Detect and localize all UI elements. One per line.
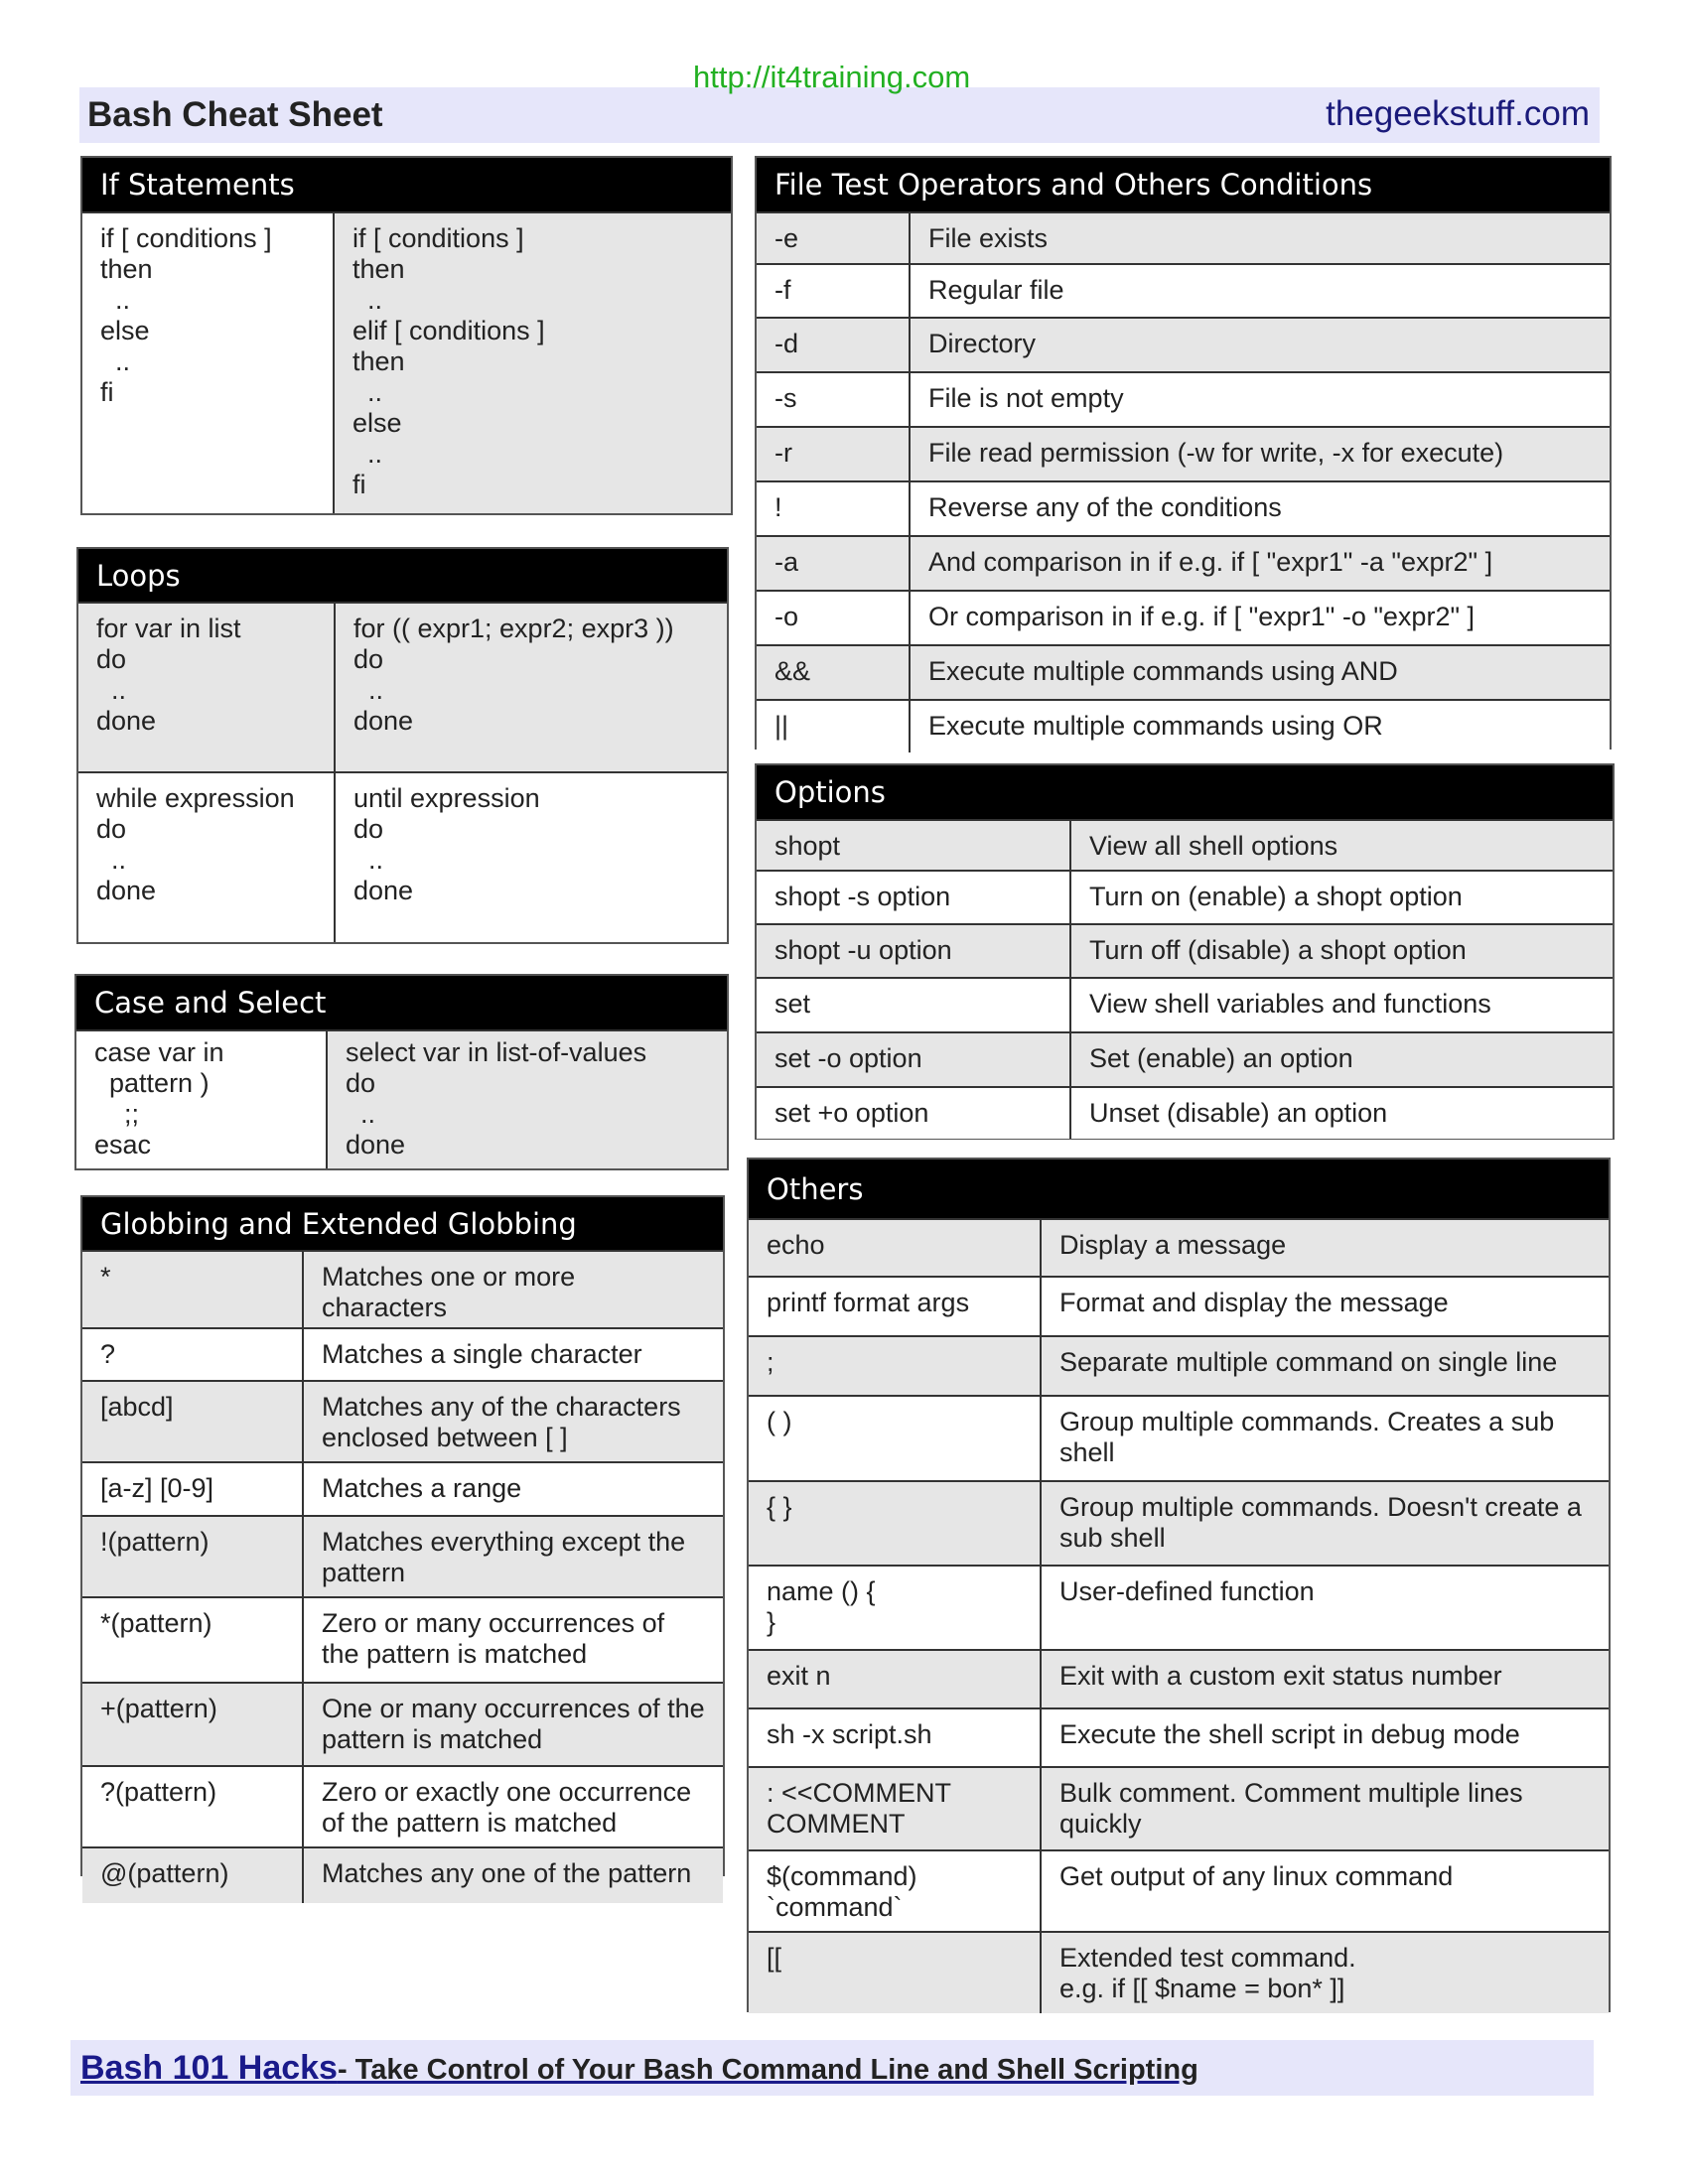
description-cell: Execute multiple commands using OR bbox=[910, 700, 1610, 752]
section-title: Globbing and Extended Globbing bbox=[82, 1197, 723, 1250]
table-row bbox=[749, 1336, 1609, 1396]
section-options bbox=[755, 763, 1615, 1140]
description-cell: Turn off (disable) a shopt option bbox=[1070, 924, 1613, 978]
description-cell: Unset (disable) an option bbox=[1070, 1087, 1613, 1139]
command-cell: [a-z] [0-9] bbox=[82, 1462, 303, 1516]
command-cell: set -o option bbox=[757, 1032, 1070, 1087]
description-cell: Set (enable) an option bbox=[1070, 1032, 1613, 1087]
table-row bbox=[757, 427, 1610, 481]
command-cell: [abcd] bbox=[82, 1381, 303, 1462]
command-cell: ?(pattern) bbox=[82, 1766, 303, 1847]
section-others bbox=[747, 1158, 1611, 2012]
description-cell: Execute multiple commands using AND bbox=[910, 645, 1610, 700]
table-row bbox=[82, 1462, 723, 1516]
code-cell: while expression do .. done bbox=[78, 772, 335, 942]
description-cell: Exit with a custom exit status number bbox=[1041, 1650, 1609, 1708]
description-cell: Bulk comment. Comment multiple lines quickly bbox=[1041, 1767, 1609, 1850]
description-cell: Format and display the message bbox=[1041, 1277, 1609, 1336]
description-cell: File read permission (-w for write, -x for execute) bbox=[910, 427, 1610, 481]
table-row bbox=[82, 1381, 723, 1462]
table-row bbox=[749, 1850, 1609, 1932]
section-title: Options bbox=[757, 765, 1613, 819]
page-header bbox=[79, 87, 1600, 143]
table-row bbox=[757, 481, 1610, 536]
code-cell: for var in list do .. done bbox=[78, 603, 335, 772]
description-cell: Matches any of the characters enclosed between [ ] bbox=[303, 1381, 723, 1462]
command-cell: $(command) `command` bbox=[749, 1850, 1041, 1932]
section-case-select bbox=[74, 974, 729, 1170]
table-row bbox=[749, 1566, 1609, 1650]
command-cell: +(pattern) bbox=[82, 1683, 303, 1766]
command-cell: ; bbox=[749, 1336, 1041, 1396]
command-cell: -d bbox=[757, 318, 910, 372]
description-cell: Display a message bbox=[1041, 1219, 1609, 1277]
table-row bbox=[757, 536, 1610, 591]
command-cell: set +o option bbox=[757, 1087, 1070, 1139]
description-cell: Zero or exactly one occurrence of the pattern is matched bbox=[303, 1766, 723, 1847]
description-cell: Turn on (enable) a shopt option bbox=[1070, 871, 1613, 924]
description-cell: Group multiple commands. Doesn't create a sub shell bbox=[1041, 1481, 1609, 1566]
command-cell: shopt bbox=[757, 820, 1070, 871]
table-row bbox=[757, 591, 1610, 645]
table-row bbox=[82, 1766, 723, 1847]
table-row bbox=[757, 372, 1610, 427]
description-cell: Execute the shell script in debug mode bbox=[1041, 1708, 1609, 1767]
section-title: Loops bbox=[78, 549, 727, 602]
table-row bbox=[757, 1032, 1613, 1087]
command-cell: echo bbox=[749, 1219, 1041, 1277]
command-cell: name () { } bbox=[749, 1566, 1041, 1650]
description-cell: Matches any one of the pattern bbox=[303, 1847, 723, 1903]
description-cell: User-defined function bbox=[1041, 1566, 1609, 1650]
table-row bbox=[749, 1219, 1609, 1277]
book-link[interactable] bbox=[80, 2049, 1198, 2088]
code-cell: select var in list-of-values do .. done bbox=[327, 1030, 727, 1168]
section-if-statements bbox=[80, 156, 733, 515]
table-row bbox=[749, 1650, 1609, 1708]
command-cell: * bbox=[82, 1251, 303, 1328]
table-row bbox=[757, 820, 1613, 871]
command-cell: -r bbox=[757, 427, 910, 481]
command-cell: || bbox=[757, 700, 910, 752]
site-name: thegeekstuff.com bbox=[1326, 94, 1590, 133]
code-cell: if [ conditions ] then .. else .. fi bbox=[82, 212, 334, 513]
url-link[interactable]: http://it4training.com bbox=[693, 60, 971, 94]
command-cell: set bbox=[757, 978, 1070, 1032]
description-cell: Zero or many occurrences of the pattern is matched bbox=[303, 1597, 723, 1683]
description-cell: Matches one or more characters bbox=[303, 1251, 723, 1328]
table-row bbox=[749, 1708, 1609, 1767]
description-cell: Get output of any linux command bbox=[1041, 1850, 1609, 1932]
table-row bbox=[749, 1481, 1609, 1566]
command-cell: !(pattern) bbox=[82, 1516, 303, 1597]
section-file-tests bbox=[755, 156, 1612, 750]
command-cell: -s bbox=[757, 372, 910, 427]
command-cell: -a bbox=[757, 536, 910, 591]
command-cell: *(pattern) bbox=[82, 1597, 303, 1683]
description-cell: Directory bbox=[910, 318, 1610, 372]
section-loops bbox=[76, 547, 729, 944]
table-row bbox=[757, 212, 1610, 264]
command-cell: -e bbox=[757, 212, 910, 264]
command-cell: ? bbox=[82, 1328, 303, 1381]
command-cell: { } bbox=[749, 1481, 1041, 1566]
command-cell: ( ) bbox=[749, 1396, 1041, 1481]
footer-tagline: - Take Control of Your Bash Command Line and Shell Scripting bbox=[337, 2054, 1198, 2086]
table-row bbox=[749, 1277, 1609, 1336]
description-cell: View all shell options bbox=[1070, 820, 1613, 871]
section-title: File Test Operators and Others Conditions bbox=[757, 158, 1610, 211]
table-row bbox=[757, 318, 1610, 372]
code-cell: if [ conditions ] then .. elif [ conditions ] then .. else .. fi bbox=[334, 212, 731, 513]
command-cell: ! bbox=[757, 481, 910, 536]
table-row bbox=[757, 1087, 1613, 1139]
command-cell: : <<COMMENT COMMENT bbox=[749, 1767, 1041, 1850]
table-row bbox=[82, 1683, 723, 1766]
section-title: Others bbox=[749, 1160, 1609, 1218]
description-cell: Matches a single character bbox=[303, 1328, 723, 1381]
command-cell: printf format args bbox=[749, 1277, 1041, 1336]
table-row bbox=[757, 871, 1613, 924]
code-cell: for (( expr1; expr2; expr3 )) do .. done bbox=[335, 603, 727, 772]
section-globbing bbox=[80, 1195, 725, 1888]
description-cell: One or many occurrences of the pattern is matched bbox=[303, 1683, 723, 1766]
description-cell: Or comparison in if e.g. if [ "expr1" -o "expr2" ] bbox=[910, 591, 1610, 645]
description-cell: File is not empty bbox=[910, 372, 1610, 427]
command-cell: @(pattern) bbox=[82, 1847, 303, 1903]
table-row bbox=[757, 978, 1613, 1032]
table-row bbox=[757, 264, 1610, 318]
section-title: If Statements bbox=[82, 158, 731, 211]
command-cell: [[ bbox=[749, 1932, 1041, 2013]
command-cell: shopt -s option bbox=[757, 871, 1070, 924]
book-link-text[interactable]: Bash 101 Hacks bbox=[80, 2049, 338, 2087]
description-cell: Group multiple commands. Creates a sub shell bbox=[1041, 1396, 1609, 1481]
description-cell: Matches a range bbox=[303, 1462, 723, 1516]
code-cell: case var in pattern ) ;; esac bbox=[76, 1030, 327, 1168]
description-cell: Matches everything except the pattern bbox=[303, 1516, 723, 1597]
table-row bbox=[82, 1328, 723, 1381]
command-cell: shopt -u option bbox=[757, 924, 1070, 978]
code-cell: until expression do .. done bbox=[335, 772, 727, 942]
description-cell: And comparison in if e.g. if [ "expr1" -a "expr2" ] bbox=[910, 536, 1610, 591]
command-cell: -f bbox=[757, 264, 910, 318]
command-cell: sh -x script.sh bbox=[749, 1708, 1041, 1767]
table-row bbox=[82, 1847, 723, 1903]
description-cell: Reverse any of the conditions bbox=[910, 481, 1610, 536]
table-row bbox=[749, 1396, 1609, 1481]
table-row bbox=[82, 1516, 723, 1597]
description-cell: Separate multiple command on single line bbox=[1041, 1336, 1609, 1396]
table-row bbox=[757, 924, 1613, 978]
section-title: Case and Select bbox=[76, 976, 727, 1029]
table-row bbox=[757, 700, 1610, 752]
footer-banner bbox=[70, 2040, 1594, 2096]
description-cell: View shell variables and functions bbox=[1070, 978, 1613, 1032]
table-row bbox=[82, 1597, 723, 1683]
table-row bbox=[749, 1932, 1609, 2013]
command-cell: -o bbox=[757, 591, 910, 645]
description-cell: File exists bbox=[910, 212, 1610, 264]
table-row bbox=[757, 645, 1610, 700]
command-cell: exit n bbox=[749, 1650, 1041, 1708]
page-title: Bash Cheat Sheet bbox=[87, 95, 383, 134]
description-cell: Regular file bbox=[910, 264, 1610, 318]
table-row bbox=[82, 1251, 723, 1328]
table-row bbox=[749, 1767, 1609, 1850]
description-cell: Extended test command. e.g. if [[ $name = bon* ]] bbox=[1041, 1932, 1609, 2013]
command-cell: && bbox=[757, 645, 910, 700]
